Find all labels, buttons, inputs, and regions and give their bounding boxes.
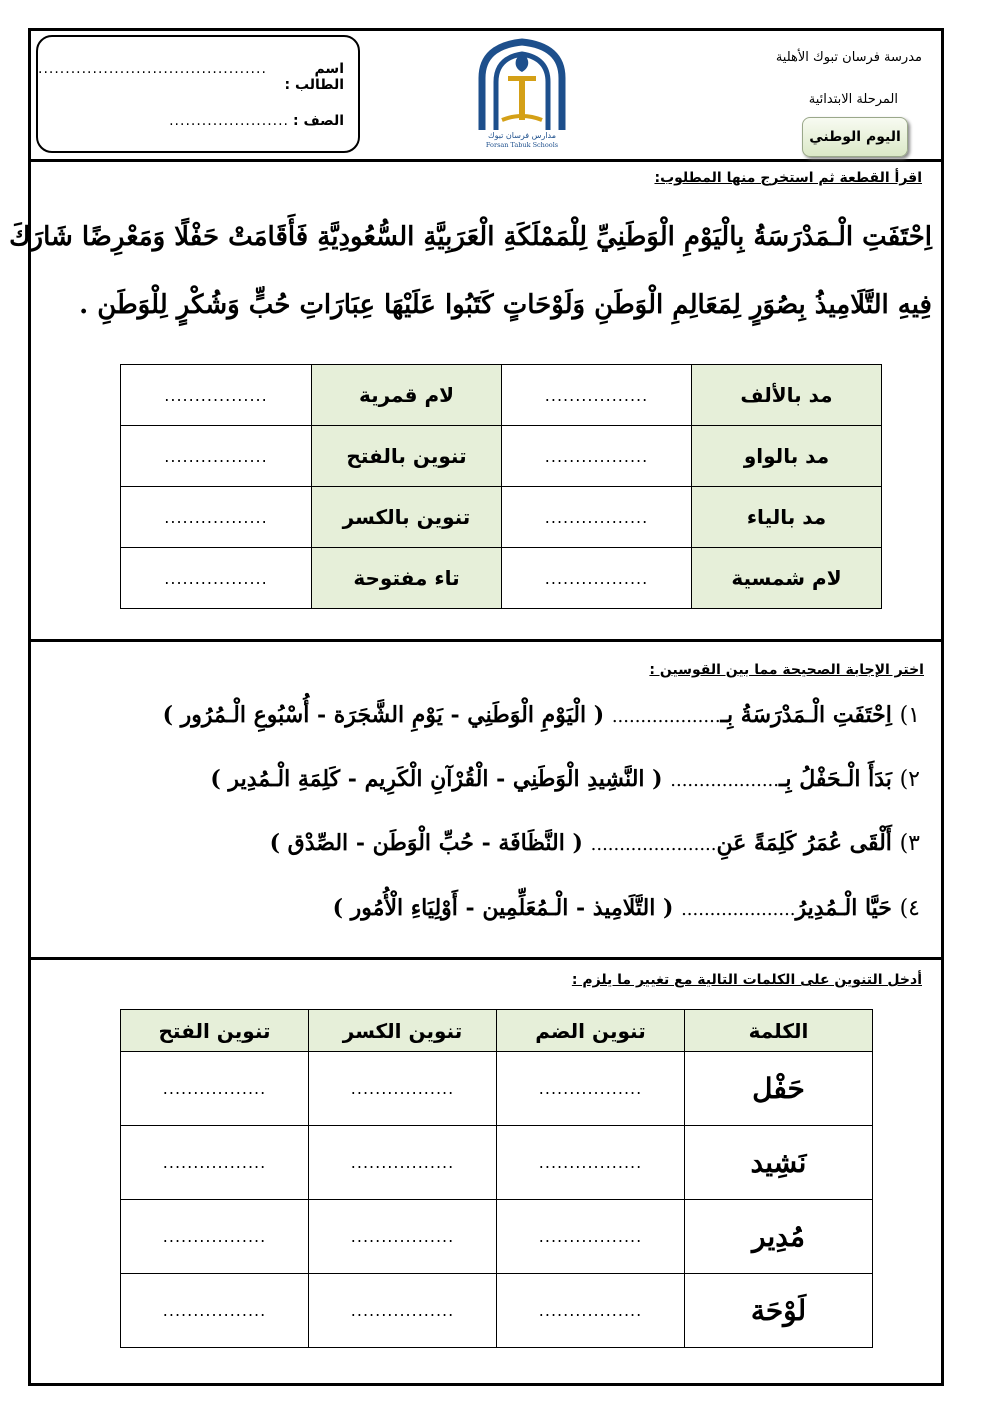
answer-blank[interactable]: ................. [497, 1274, 685, 1348]
category-label: تاء مفتوحة [312, 548, 502, 609]
answer-blank[interactable]: ................. [121, 1126, 309, 1200]
answer-blank[interactable]: ................. [502, 365, 692, 426]
answer-blank[interactable]: ................. [502, 426, 692, 487]
question-number: ١) [899, 703, 920, 728]
table-header-row [121, 1010, 873, 1052]
question-number: ٤) [899, 896, 920, 921]
question-4 [333, 895, 920, 921]
category-label: لام قمرية [312, 365, 502, 426]
section1-instruction: اقرأ القطعة ثم استخرج منها المطلوب: [654, 170, 922, 186]
class-blank[interactable]: ...................... [169, 113, 289, 129]
answer-blank[interactable]: ................... [670, 770, 779, 791]
question-options[interactable]: ( الْيَوْمِ الْوَطَنِي - يَوْمِ الشَّجَرَة - أُسْبُوعِ الْـمُرُور ) [162, 702, 605, 728]
table-row [121, 487, 882, 548]
header-divider [28, 159, 944, 162]
passage-line-2: فِيهِ التَّلَامِيذُ بِصُوَرٍ لِمَعَالِمِ الْوَطَنِ وَلَوْحَاتٍ كَتَبُوا عَلَيْهَا عِبَارَاتِ حُبٍّ وَشُكْرٍ لِلْوَطَنِ . [79, 290, 932, 320]
answer-blank[interactable]: ................... [611, 706, 721, 727]
logo-text-en: Forsan Tabuk Schools [485, 141, 559, 149]
answer-blank[interactable]: ................. [121, 487, 312, 548]
answer-blank[interactable]: ................. [309, 1126, 497, 1200]
word-cell: حَفْل [685, 1052, 873, 1126]
word-cell: مُدِير [685, 1200, 873, 1274]
student-name-blank[interactable]: .......................................... [38, 61, 267, 77]
answer-blank[interactable]: ................. [121, 1052, 309, 1126]
category-label: لام شمسية [692, 548, 882, 609]
table-row [121, 1200, 873, 1274]
section-divider-2 [28, 957, 944, 960]
question-options[interactable]: ( التَّلَامِيذ - الْـمُعَلِّمِين - أَوْلِيَاءِ الْأُمُور ) [332, 895, 674, 921]
table-row [121, 1052, 873, 1126]
section-divider-1 [28, 639, 944, 642]
question-options[interactable]: ( النَّظَافَة - حُبِّ الْوَطَن - الصِّدْق ) [269, 830, 583, 856]
question-text: بَدَأَ الْـحَفْلُ بِـ [778, 766, 892, 792]
answer-blank[interactable]: ...................... [590, 834, 717, 855]
word-cell: لَوْحَة [685, 1274, 873, 1348]
school-name: مدرسة فرسان تبوك الأهلية [775, 50, 922, 65]
class-row [169, 113, 344, 129]
passage-line-1: اِحْتَفَتِ الْـمَدْرَسَةُ بِالْيَوْمِ الْوَطَنِيِّ لِلْمَمْلَكَةِ الْعَرَبِيَّةِ السُّعُودِيَّةِ فَأَقَامَتْ حَفْلًا وَمَعْرِضًا شَارَكَ [9, 222, 932, 252]
question-text: أَلْقَى عُمَرُ كَلِمَةً عَنِ [716, 830, 892, 856]
word-cell: نَشِيد [685, 1126, 873, 1200]
extraction-table [120, 364, 882, 609]
column-header: تنوين الكسر [309, 1010, 497, 1052]
answer-blank[interactable]: ................. [309, 1200, 497, 1274]
school-stage: المرحلة الابتدائية [808, 92, 898, 107]
student-name-label: اسم الطالب : [284, 61, 344, 93]
answer-blank[interactable]: ................. [497, 1126, 685, 1200]
tanween-table [120, 1009, 873, 1348]
category-label: مد بالياء [692, 487, 882, 548]
answer-blank[interactable]: ................. [502, 548, 692, 609]
table-row [121, 548, 882, 609]
student-name-row [38, 61, 344, 93]
column-header: تنوين الفتح [121, 1010, 309, 1052]
table-row [121, 365, 882, 426]
question-options[interactable]: ( النَّشِيدِ الْوَطَنِي - الْقُرْآنِ الْكَرِيم - كَلِمَةِ الْـمُدِير ) [210, 766, 663, 792]
answer-blank[interactable]: ................. [121, 1200, 309, 1274]
logo-text-ar: مدارس فرسان تبوك [487, 131, 557, 140]
question-1 [163, 702, 920, 728]
answer-blank[interactable]: ................. [497, 1200, 685, 1274]
question-text: حَيَّا الْـمُدِيرُ [795, 895, 892, 921]
section2-instruction: اختر الإجابة الصحيحة مما بين القوسين : [649, 662, 924, 678]
answer-blank[interactable]: ................. [121, 426, 312, 487]
question-2 [210, 766, 920, 792]
question-3 [270, 830, 920, 856]
question-number: ٣) [899, 831, 920, 856]
category-label: مد بالواو [692, 426, 882, 487]
answer-blank[interactable]: .................... [681, 899, 796, 920]
question-number: ٢) [899, 767, 920, 792]
school-logo [472, 38, 572, 150]
category-label: تنوين بالكسر [312, 487, 502, 548]
answer-blank[interactable]: ................. [309, 1052, 497, 1126]
answer-blank[interactable]: ................. [309, 1274, 497, 1348]
class-label: الصف : [293, 113, 344, 129]
table-row [121, 426, 882, 487]
answer-blank[interactable]: ................. [121, 365, 312, 426]
table-row [121, 1274, 873, 1348]
question-text: اِحْتَفَتِ الْـمَدْرَسَةُ بِـ [720, 702, 892, 728]
student-info-box [36, 35, 360, 153]
section3-instruction: أدخل التنوين على الكلمات التالية مع تغيير ما يلزم : [571, 972, 922, 988]
answer-blank[interactable]: ................. [502, 487, 692, 548]
category-label: مد بالألف [692, 365, 882, 426]
column-header: تنوين الضم [497, 1010, 685, 1052]
table-row [121, 1126, 873, 1200]
topic-badge: اليوم الوطني [802, 117, 908, 157]
answer-blank[interactable]: ................. [497, 1052, 685, 1126]
answer-blank[interactable]: ................. [121, 1274, 309, 1348]
category-label: تنوين بالفتح [312, 426, 502, 487]
answer-blank[interactable]: ................. [121, 548, 312, 609]
column-header: الكلمة [685, 1010, 873, 1052]
